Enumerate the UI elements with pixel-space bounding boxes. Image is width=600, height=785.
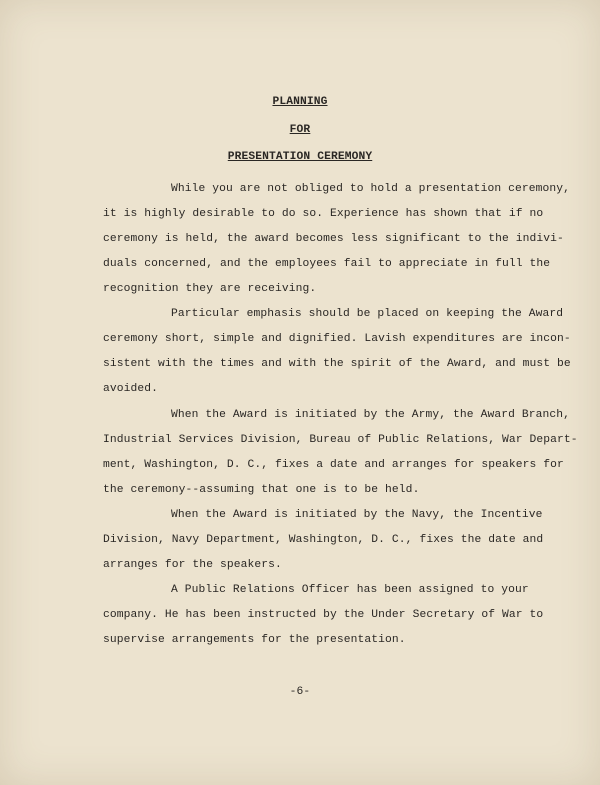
paragraph-3-line-1: When the Award is initiated by the Army, the Award Branch, (171, 409, 570, 421)
paragraph-1-line-5: recognition they are receiving. (103, 283, 317, 295)
heading-presentation-ceremony: PRESENTATION CEREMONY (227, 151, 373, 163)
paragraph-1-line-1: While you are not obliged to hold a presentation ceremony, (171, 183, 570, 195)
paragraph-5-line-2: company. He has been instructed by the Under Secretary of War to (103, 609, 544, 621)
paragraph-5-line-3: supervise arrangements for the presentation. (103, 634, 406, 646)
paragraph-4-line-3: arranges for the speakers. (103, 559, 282, 571)
paragraph-3-line-3: ment, Washington, D. C., fixes a date and arranges for speakers for (103, 459, 564, 471)
paragraph-5-line-1: A Public Relations Officer has been assigned to your (171, 584, 529, 596)
paragraph-3-line-4: the ceremony--assuming that one is to be held. (103, 484, 420, 496)
heading-planning: PLANNING (272, 96, 328, 108)
paragraph-1-line-4: duals concerned, and the employees fail to appreciate in full the (103, 258, 551, 270)
paragraph-2-line-1: Particular emphasis should be placed on keeping the Award (171, 308, 564, 320)
paragraph-1-line-3: ceremony is held, the award becomes less significant to the indivi- (103, 233, 564, 245)
heading-for: FOR (289, 124, 311, 136)
paragraph-2-line-3: sistent with the times and with the spirit of the Award, and must be (103, 358, 571, 370)
paragraph-2-line-4: avoided. (103, 383, 159, 395)
paragraph-1-line-2: it is highly desirable to do so. Experience has shown that if no (103, 208, 544, 220)
paragraph-2-line-2: ceremony short, simple and dignified. Lavish expenditures are incon- (103, 333, 571, 345)
paragraph-4-line-2: Division, Navy Department, Washington, D. C., fixes the date and (103, 534, 544, 546)
paragraph-3-line-2: Industrial Services Division, Bureau of Public Relations, War Depart- (103, 434, 578, 446)
page-number: -6- (289, 686, 311, 698)
paragraph-4-line-1: When the Award is initiated by the Navy, the Incentive (171, 509, 543, 521)
